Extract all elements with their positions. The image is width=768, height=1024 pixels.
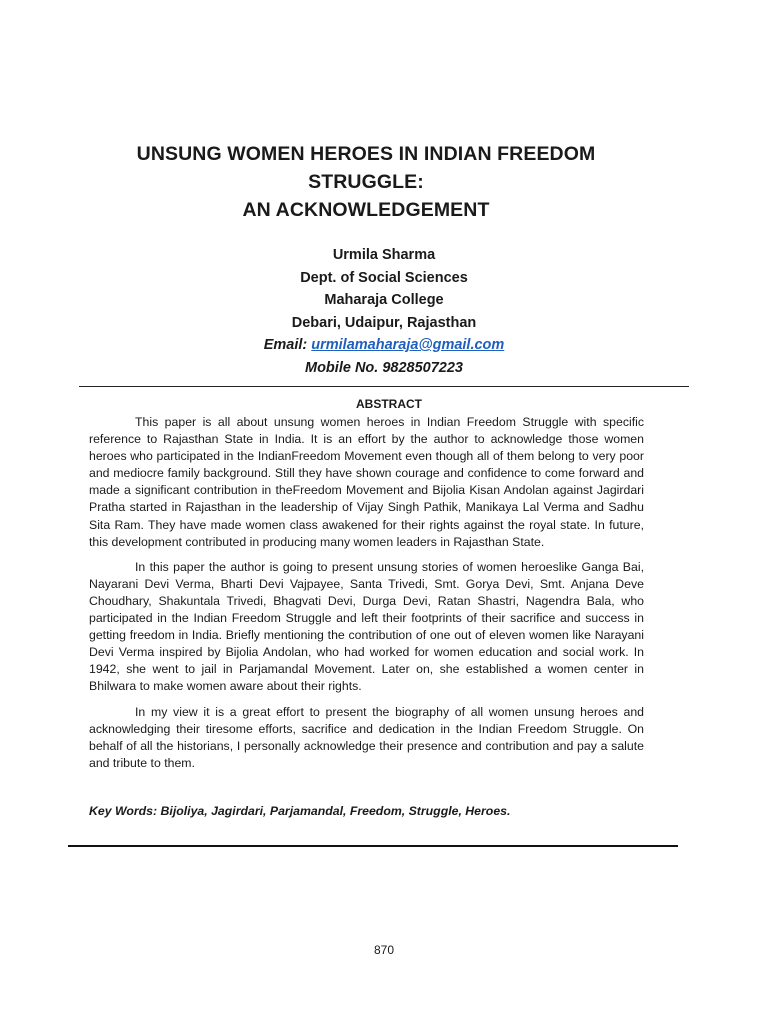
abstract-paragraph-1: This paper is all about unsung women heroes in Indian Freedom Struggle with specific reference to Rajasthan State in India. It is an effort by the author to acknowledge those women heroes who participated in the IndianFreedom Movement even though all of them belong to very poor and mediocre family background. Still they have shown courage and confidence to come forward and made a significant contribution in theFreedom Movement and Bijolia Kisan Andolan against Jagirdari Pratha started in Rajasthan in the leadership of Vijay Singh Pathik, Manikaya Lal Verma and Sadhu Sita Ram. They have made women class awakened for their rights against the royal state. In future, this development contributed in producing many women leaders in Rajasthan State. (89, 415, 644, 549)
title-line-2: STRUGGLE: (308, 171, 424, 193)
author-college: Maharaja College (324, 292, 444, 308)
abstract-paragraph-2: In this paper the author is going to present unsung stories of women heroeslike Ganga Bai, Nayarani Devi Verma, Bharti Devi Vajpayee, Santa Trivedi, Smt. Gorya Devi, Smt. Anjana Deve Choudhary, Shakuntala Trivedi, Bhagvati Devi, Durga Devi, Ratan Shastri, Nagendra Bala, who participated in the Indian Freedom Struggle and left their footprints of their sacrifice and success in getting freedom in India. Briefly mentioning the contribution of one out of eleven women like Narayani Devi Verma inspired by Bijolia Andolan, who had worked for women education and social work. In 1942, she went to jail in Parjamandal Movement. Later on, she established a women center in Bhilwara to make women aware about their rights. (89, 559, 644, 694)
title-line-3: AN ACKNOWLEDGEMENT (242, 199, 490, 221)
abstract-paragraph-3: In my view it is a great effort to present the biography of all women unsung heroes and acknowledging their tiresome efforts, sacrifice and dedication in the Indian Freedom Struggle. On behalf of all the historians, I personally acknowledge their presence and contribution and pay a salute and tribute to them. (89, 704, 644, 770)
page-number: 870 (373, 943, 395, 957)
abstract-heading: ABSTRACT (356, 397, 422, 411)
title-line-1: UNSUNG WOMEN HEROES IN INDIAN FREEDOM (136, 143, 596, 165)
paper-title (0, 140, 732, 224)
email-link[interactable]: urmilamaharaja@gmail.com (311, 337, 505, 353)
top-divider (79, 386, 689, 387)
author-mobile: Mobile No. 9828507223 (305, 359, 463, 376)
author-email-line (0, 334, 768, 357)
author-location: Debari, Udaipur, Rajasthan (291, 314, 477, 331)
bottom-divider (68, 845, 678, 847)
keywords: Key Words: Bijoliya, Jagirdari, Parjamandal, Freedom, Struggle, Heroes. (89, 804, 511, 818)
abstract-body (89, 414, 644, 780)
email-label: Email: (263, 337, 312, 353)
author-block (0, 244, 768, 379)
author-department: Dept. of Social Sciences (300, 269, 468, 286)
author-name: Urmila Sharma (332, 247, 436, 263)
